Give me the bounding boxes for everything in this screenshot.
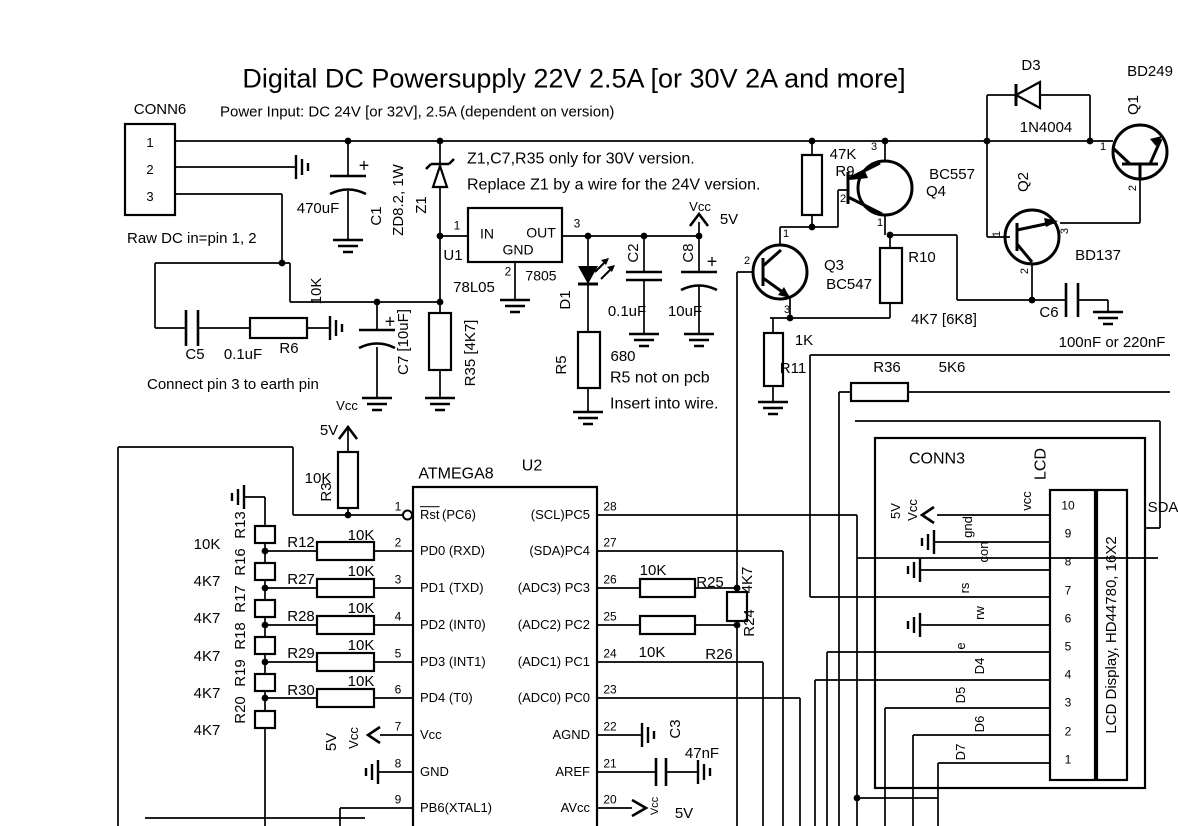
r30-ref: R30: [287, 682, 315, 700]
component-bodies: [125, 124, 1145, 826]
r12-val: 10K: [347, 527, 375, 545]
mcu-pin7-vcc: Vcc: [346, 727, 362, 749]
mcu-pin6-label: PD4 (T0): [420, 690, 473, 706]
r5-ref: R5: [553, 355, 571, 375]
c7-ground-icon: [362, 398, 392, 410]
d1-triangle: [578, 266, 598, 284]
q3-part: BC547: [826, 276, 872, 294]
r3-val: 10K: [304, 470, 332, 488]
lcd-rw-ground-icon: [908, 613, 920, 637]
lcd-pin8-num: 8: [1064, 554, 1072, 569]
mcu-pin1-num: 1: [394, 499, 402, 514]
mcu-pin7-label: Vcc: [420, 727, 442, 743]
conn3-ref: CONN3: [908, 450, 966, 468]
mcu-reset-bubble: [403, 511, 412, 520]
r18-val: 4K7: [193, 648, 221, 666]
mcu-pin5-label: PD3 (INT1): [420, 654, 486, 670]
conn6-pin2-ground-icon: [296, 155, 308, 179]
r12-body: [317, 542, 374, 560]
r3-5v-val: 5V: [319, 422, 339, 440]
mcu-pin25-num: 25: [603, 609, 617, 624]
mcu-pin27-label: (SDA)PC4: [529, 543, 590, 559]
sda-label: SDA: [1147, 499, 1178, 517]
r24-val: 4K7: [739, 566, 757, 594]
r27-body: [317, 579, 374, 597]
lcd-ref: LCD: [1032, 447, 1050, 481]
c1-plus: +: [358, 155, 370, 176]
mcu-pin8-label: GND: [420, 764, 449, 780]
r26-body: [640, 616, 695, 634]
u1-ground-icon: [500, 300, 530, 312]
c5-ref: C5: [185, 346, 205, 364]
c3-ground-icon: [698, 760, 710, 784]
mcu-pin4-label: PD2 (INT0): [420, 617, 486, 633]
note-30v: Z1,C7,R35 only for 30V version.: [467, 150, 695, 168]
q1-pin1-num: 1: [1099, 141, 1107, 154]
mcu-pin5-num: 5: [394, 646, 402, 661]
r10-body: [880, 248, 902, 303]
mcu-pin20-vcc: Vcc: [649, 796, 662, 816]
lcd-sig-rw: rw: [972, 606, 988, 620]
q2-pin1-num: 1: [991, 230, 1004, 238]
lcd-pin4-num: 4: [1064, 667, 1072, 682]
mcu-pin2-num: 2: [394, 535, 402, 550]
r28-body: [317, 616, 374, 634]
vcc-5v-val: 5V: [719, 211, 739, 229]
r10-val: 4K7 [6K8]: [911, 311, 977, 329]
lcd-con-ground-icon: [908, 558, 920, 582]
c7-ref: C7 [10uF]: [395, 309, 413, 375]
r28-ref: R28: [287, 608, 315, 626]
r25-val: 10K: [639, 562, 667, 580]
note-r5a: R5 not on pcb: [610, 369, 710, 387]
lcd-sig-d4: D4: [972, 657, 988, 675]
r19-ref: R19: [232, 659, 250, 687]
conn6-pin3: 3: [146, 189, 154, 205]
vcc-arrow-conn3: [922, 507, 934, 523]
r18-ref: R18: [232, 622, 250, 650]
mcu-pin21-num: 21: [603, 756, 617, 771]
lcd-sig-gnd: gnd: [960, 516, 976, 538]
r36-val: 5K6: [938, 359, 966, 377]
q4-pin3-num: 3: [870, 141, 878, 154]
mcu-pin7-num: 7: [394, 719, 402, 734]
r6-ground-icon: [330, 316, 342, 340]
conn6-ref: CONN6: [133, 101, 187, 119]
agnd-ground-icon: [642, 723, 654, 747]
r5-body: [578, 332, 600, 388]
mcu-pin3-num: 3: [394, 572, 402, 587]
conn3-vcc: Vcc: [905, 499, 921, 521]
c3-cap: [656, 758, 666, 786]
mcu-pin1-pc6: (PC6): [442, 507, 476, 523]
r6-val: 10K: [308, 277, 326, 305]
c8-val: 10uF: [667, 303, 703, 321]
lcd-sig-rs: rs: [957, 582, 973, 594]
q3-pin3-num: 3: [783, 304, 791, 317]
lcd-pin3-num: 3: [1064, 695, 1072, 710]
c6-ground-icon: [1093, 312, 1123, 324]
r25-ref: R25: [696, 574, 724, 592]
c1-val: 470uF: [296, 200, 340, 218]
u1-in-label: IN: [480, 225, 494, 242]
u1-pin3-num: 3: [573, 216, 581, 231]
conn3-5v: 5V: [888, 503, 904, 519]
mcu-pin24-num: 24: [603, 646, 617, 661]
u1-alt-part: 7805: [525, 267, 557, 284]
r5-ground-icon: [573, 412, 603, 424]
lcd-pin9-num: 9: [1064, 526, 1072, 541]
note-earth: Connect pin 3 to earth pin: [147, 376, 319, 394]
chain-ground-icon: [232, 485, 244, 509]
r5-val: 680: [610, 348, 636, 366]
mcu-pin9-label: PB6(XTAL1): [420, 800, 493, 816]
mcu-pin25-label: (ADC2) PC2: [517, 617, 590, 633]
mcu-pin26-label: (ADC3) PC3: [517, 580, 590, 596]
mcu-pin6-num: 6: [394, 682, 402, 697]
mcu-pin3-label: PD1 (TXD): [420, 580, 484, 596]
c3-ref: C3: [667, 719, 685, 739]
q1-pin2-num: 2: [1127, 184, 1140, 192]
c5-cap: [186, 310, 198, 346]
r16-ref: R16: [232, 548, 250, 576]
r36-body: [851, 383, 908, 401]
lcd-sig-d5: D5: [953, 686, 969, 704]
mcu-pin4-num: 4: [394, 609, 402, 624]
c2-ground-icon: [629, 334, 659, 346]
r6-ref: R6: [279, 340, 299, 358]
mcu-pin23-label: (ADC0) PC0: [517, 690, 590, 706]
mcu-pin20-5v: 5V: [674, 805, 694, 823]
lcd-part: LCD Display, HD44780, 16X2: [1103, 536, 1121, 734]
u1-pin1-num: 1: [453, 218, 461, 233]
r16-val: 4K7: [193, 573, 221, 591]
r20-val: 4K7: [193, 722, 221, 740]
r20-ref: R20: [232, 696, 250, 724]
mcu-part: ATMEGA8: [418, 465, 494, 483]
lcd-sig-d7: D7: [953, 743, 969, 761]
r9-body: [802, 155, 822, 215]
mcu-pin27-num: 27: [603, 535, 617, 550]
c6-val: 100nF or 220nF: [1058, 334, 1166, 352]
u1-pin2-num: 2: [504, 264, 512, 279]
mcu-pin20-num: 20: [603, 792, 617, 807]
c6-ref: C6: [1039, 304, 1059, 322]
q3-pin2-num: 2: [743, 255, 751, 268]
mcu-pin28-num: 28: [603, 499, 617, 514]
c7-plus: +: [384, 311, 396, 332]
r6-body: [250, 318, 307, 338]
r19-val: 4K7: [193, 685, 221, 703]
c5-val: 0.1uF: [223, 346, 263, 364]
z1-ref: Z1: [413, 196, 431, 214]
mcu-pin22-label: AGND: [552, 727, 590, 743]
r27-ref: R27: [287, 571, 315, 589]
lcd-pin7-num: 7: [1064, 583, 1072, 598]
q4-pin1-num: 1: [876, 217, 884, 230]
q1-ref: Q1: [1125, 94, 1143, 116]
note-r5b: Insert into wire.: [610, 395, 719, 413]
mcu-pin22-num: 22: [603, 719, 617, 734]
c2-cap: [626, 272, 662, 280]
junction-dots: [262, 138, 1094, 802]
lcd-pin2-num: 2: [1064, 724, 1072, 739]
mcu-pin8-num: 8: [394, 756, 402, 771]
note-raw-dc: Raw DC in=pin 1, 2: [127, 230, 257, 248]
r13-body: [255, 526, 275, 543]
r17-val: 4K7: [193, 610, 221, 628]
r27-val: 10K: [347, 563, 375, 581]
c7-cap: [359, 330, 395, 348]
r24-ref: R24: [741, 609, 759, 637]
r9-val: 47K: [829, 146, 857, 164]
u1-ref: U1: [443, 247, 463, 265]
r26-ref: R26: [705, 646, 733, 664]
lcd-pin10-num: 10: [1061, 498, 1075, 513]
r11-ground-icon: [758, 402, 788, 414]
q4-part: BC557: [929, 166, 975, 184]
q4-pin2-num: 2: [839, 193, 847, 206]
r12-ref: R12: [287, 534, 315, 552]
note-24v: Replace Z1 by a wire for the 24V version.: [467, 176, 761, 194]
mcu-pin26-num: 26: [603, 572, 617, 587]
u1-part: 78L05: [453, 279, 495, 297]
lcd-sig-vcc: vcc: [1019, 491, 1035, 511]
lcd-gnd-ground-icon: [922, 530, 934, 554]
vcc-arrow-pin20: [632, 800, 646, 816]
r13-val: 10K: [193, 536, 221, 554]
conn6-pin2: 2: [146, 162, 154, 178]
d3-triangle: [1016, 82, 1040, 108]
mcu-pin28-label: (SCL)PC5: [530, 507, 590, 523]
r36-ref: R36: [873, 359, 901, 377]
r3-vcc-label: Vcc: [336, 398, 358, 414]
r3-body: [338, 452, 358, 508]
mcu-pin1-rst: $\overline{Rst}$: [420, 507, 440, 523]
r30-body: [317, 689, 374, 707]
c2-ref: C2: [625, 243, 643, 263]
r16-body: [255, 563, 275, 580]
r10-ref: R10: [908, 249, 936, 267]
c8-ref: C8: [680, 243, 698, 263]
q1-internals: [1113, 139, 1161, 179]
mcu-pin24-label: (ADC1) PC1: [517, 654, 590, 670]
mcu-pin21-label: AREF: [555, 764, 590, 780]
d3-ref: D3: [1021, 57, 1041, 75]
r26-val: 10K: [638, 644, 666, 662]
r11-ref: R11: [779, 360, 807, 378]
r17-ref: R17: [232, 585, 250, 613]
mcu-pin20-label: AVcc: [560, 800, 590, 816]
d1-led: [578, 258, 615, 284]
lcd-pin6-num: 6: [1064, 611, 1072, 626]
lcd-sig-d6: D6: [972, 715, 988, 733]
mcu-pin9-num: 9: [394, 792, 402, 807]
lcd-conn-body: [1050, 490, 1095, 780]
c8-plus: +: [706, 251, 718, 272]
r35-body: [429, 313, 451, 370]
q1-part: BD249: [1127, 63, 1173, 81]
r28-val: 10K: [347, 600, 375, 618]
q3-ref: Q3: [823, 257, 845, 275]
conn6-pin1: 1: [146, 135, 154, 151]
r30-val: 10K: [347, 673, 375, 691]
q2-pin3-num: 3: [1059, 227, 1072, 235]
r3-ref: R3: [318, 482, 336, 502]
c3-val: 47nF: [684, 745, 720, 763]
mcu-pin2-label: PD0 (RXD): [420, 543, 486, 559]
mcu-pin23-num: 23: [603, 682, 617, 697]
r9-ref: R9: [835, 163, 855, 181]
lcd-pin5-num: 5: [1064, 639, 1072, 654]
page-subtitle: Power Input: DC 24V [or 32V], 2.5A (dependent on version): [220, 103, 615, 121]
r19-body: [255, 674, 275, 691]
q4-ref: Q4: [925, 183, 947, 201]
q2-ref: Q2: [1015, 171, 1033, 193]
r29-val: 10K: [347, 637, 375, 655]
lcd-pin1-num: 1: [1064, 752, 1072, 767]
r18-body: [255, 637, 275, 654]
r35-ref: R35 [4K7]: [462, 319, 480, 387]
z1-val: ZD8.2, 1W: [390, 164, 408, 236]
r20-body: [255, 711, 275, 728]
q3-pin1-num: 1: [782, 228, 790, 241]
mcu-gnd-ground-icon: [366, 760, 378, 784]
vcc-arrow-pin7: [368, 727, 380, 743]
r11-val: 1K: [794, 332, 814, 350]
z1-triangle: [433, 166, 447, 187]
r35-ground-icon: [425, 398, 455, 410]
q2-part: BD137: [1075, 247, 1121, 265]
c6-cap: [1066, 283, 1078, 317]
u1-out-label: OUT: [526, 224, 556, 241]
r29-body: [317, 653, 374, 671]
mcu-ref: U2: [521, 457, 543, 475]
d3-val: 1N4004: [1019, 119, 1073, 137]
r29-ref: R29: [287, 645, 315, 663]
d1-ref: D1: [557, 290, 575, 310]
mcu-pin7-5v: 5V: [323, 732, 341, 752]
c2-val: 0.1uF: [607, 303, 647, 321]
lcd-sig-con: con: [976, 541, 992, 563]
lcd-sig-e: e: [953, 642, 969, 650]
c1-ground-icon: [333, 240, 363, 252]
page-title: Digital DC Powersupply 22V 2.5A [or 30V 2A and more]: [242, 63, 906, 94]
vcc-5v-label: Vcc: [689, 199, 711, 215]
r17-body: [255, 600, 275, 617]
c8-ground-icon: [684, 334, 714, 346]
q2-pin2-num: 2: [1019, 267, 1032, 275]
r13-ref: R13: [232, 511, 250, 539]
u1-gnd-label: GND: [502, 241, 534, 258]
r25-body: [640, 579, 695, 597]
c1-ref: C1: [368, 206, 386, 226]
q2-circle: [1005, 210, 1059, 264]
